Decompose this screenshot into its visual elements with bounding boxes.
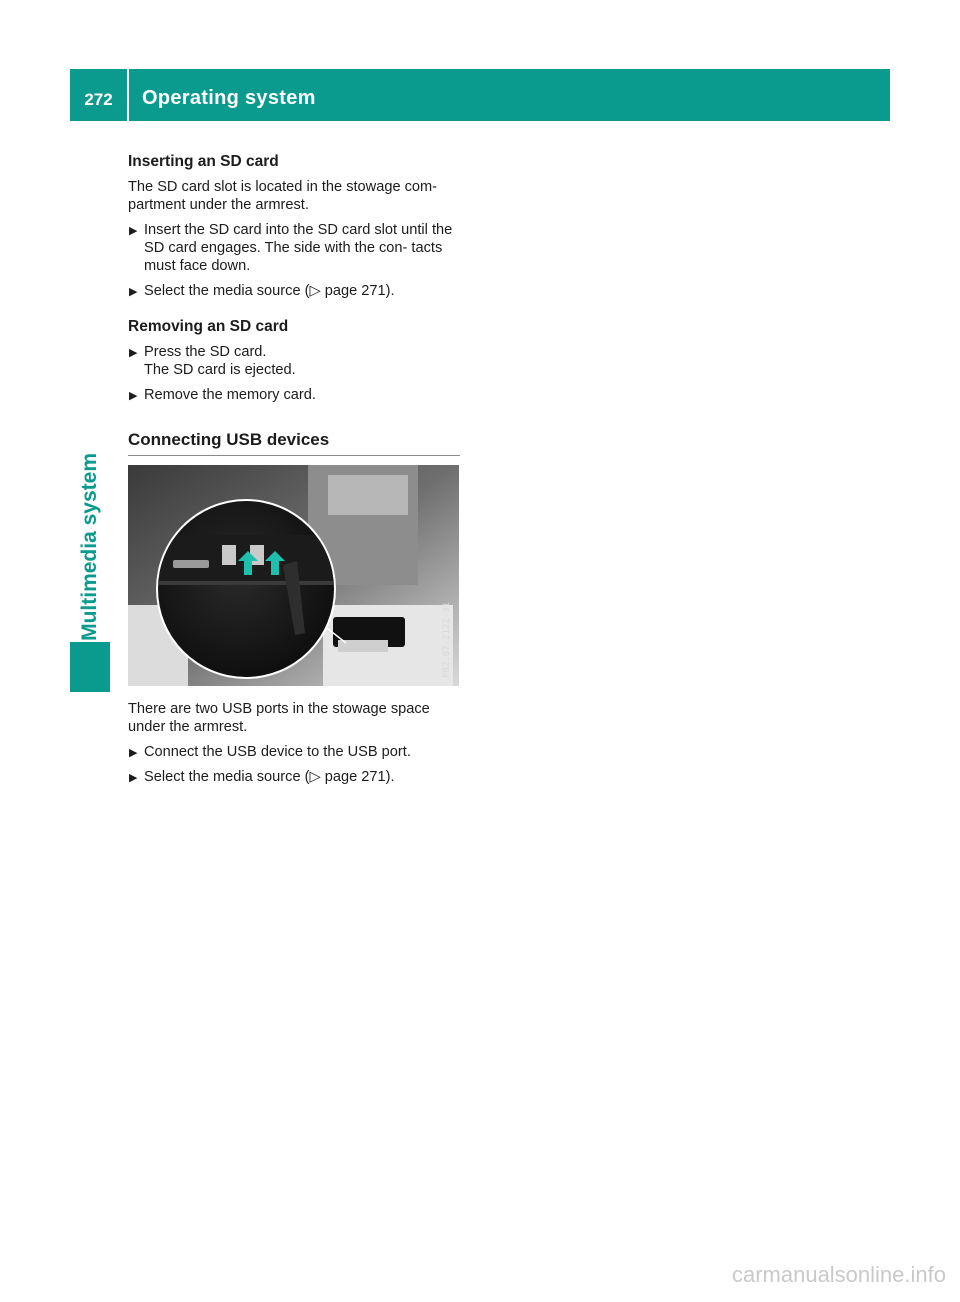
content-column xyxy=(128,152,460,793)
usb-ports-photo xyxy=(128,465,459,686)
usb-port-left xyxy=(222,545,236,565)
step-arrow-icon: ▶ xyxy=(129,390,138,402)
console-trim xyxy=(328,475,408,515)
usb-step xyxy=(128,768,460,786)
step-result-text: The SD card is ejected. xyxy=(144,362,296,378)
usb-heading: Connecting USB devices xyxy=(128,429,460,456)
step-text: Press the SD card. xyxy=(144,344,267,360)
step-arrow-icon: ▶ xyxy=(129,347,138,359)
footer-watermark: carmanualsonline.info xyxy=(731,1262,946,1287)
usb-intro: There are two USB ports in the stowage space under the armrest. xyxy=(128,701,430,735)
step-arrow-icon: ▶ xyxy=(129,772,138,784)
sd-insert-step xyxy=(128,282,460,300)
side-label-text: Multimedia system xyxy=(78,453,101,641)
side-tab-label xyxy=(70,121,110,641)
sd-insert-heading: Inserting an SD card xyxy=(128,153,279,170)
step-text: Connect the USB device to the USB port. xyxy=(144,744,411,760)
sd-insert-intro: The SD card slot is located in the stowage com- partment under the armrest. xyxy=(128,179,438,213)
step-arrow-icon: ▶ xyxy=(129,747,138,759)
sd-remove-step xyxy=(128,386,460,404)
sd-insert-step xyxy=(128,221,460,275)
sd-card-slot xyxy=(173,560,209,568)
step-text: Insert the SD card into the SD card slot until the SD card engages. The side with the con- tacts must face down. xyxy=(144,222,453,274)
side-tab-marker xyxy=(70,642,110,692)
figure-code: P82.87-2122-31 xyxy=(442,602,452,678)
step-text: Remove the memory card. xyxy=(144,387,316,403)
sd-remove-heading: Removing an SD card xyxy=(128,318,289,335)
usb-ports-illustration xyxy=(128,465,459,686)
step-text-page-link[interactable]: Select the media source (▷ page 271). xyxy=(144,283,395,299)
usb-step xyxy=(128,743,460,761)
step-arrow-icon: ▶ xyxy=(129,225,138,237)
sd-remove-step xyxy=(128,343,460,379)
header-bar xyxy=(70,69,890,121)
page-number: 272 xyxy=(84,90,113,109)
section-title: Operating system xyxy=(142,87,316,109)
usb-port-right xyxy=(250,545,264,565)
step-text-page-link[interactable]: Select the media source (▷ page 271). xyxy=(144,769,395,785)
header-divider xyxy=(127,69,129,121)
step-arrow-icon: ▶ xyxy=(129,286,138,298)
